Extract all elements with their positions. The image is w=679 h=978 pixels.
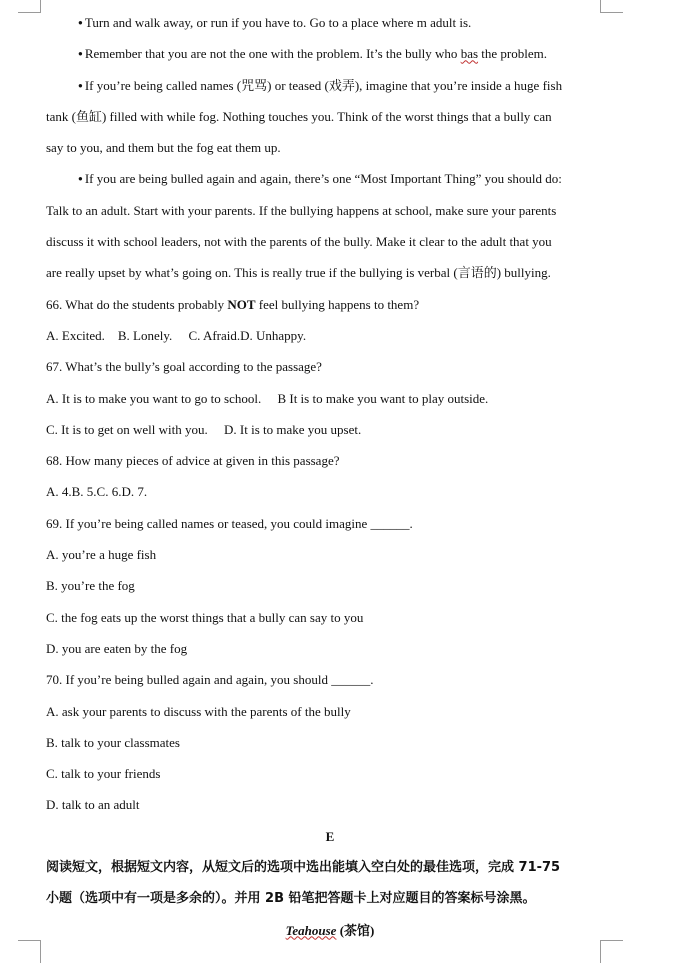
question-70-option-a: A. ask your parents to discuss with the parents of the bully	[46, 703, 351, 719]
document-body	[46, 12, 614, 951]
question-67: 67. What’s the bully’s goal according to the passage?	[46, 359, 322, 375]
question-66-text: 66. What do the students probably	[46, 296, 228, 312]
advice-bullet-3-line-2: tank (鱼缸) filled with while fog. Nothing touches you. Think of the worst things that a bully can	[46, 108, 552, 124]
question-70: 70. If you’re being bulled again and again, you should ______.	[46, 672, 374, 688]
question-66	[46, 294, 614, 325]
advice-bullet-3-line-3: say to you, and them but the fog eat them up.	[46, 140, 281, 156]
question-67-options-cd: C. It is to get on well with you. D. It is to make you upset.	[46, 421, 362, 437]
advice-bullet-2-text: Remember that you are not the one with the problem. It’s the bully who	[84, 46, 461, 62]
question-69-option-d: D. you are eaten by the fog	[46, 640, 188, 656]
spellcheck-word: bas	[460, 46, 479, 62]
advice-bullet-1: ● Turn and walk away, or run if you have to. Go to a place where m adult is.	[46, 12, 614, 43]
advice-bullet-4-line-2: Talk to an adult. Start with your parents. If the bullying happens at school, make sure your parents	[46, 202, 557, 218]
advice-bullet-2-tail: the problem.	[478, 46, 547, 62]
advice-bullet-4-line-4: are really upset by what’s going on. This is really true if the bullying is verbal (言语的) bullying.	[46, 265, 551, 281]
section-e-instructions-line-1: 阅读短文，根据短文内容，从短文后的选项中选出能填入空白处的最佳选项，完成 71-75	[46, 860, 561, 876]
question-70-option-c: C. talk to your friends	[46, 766, 161, 782]
passage-title-cn: (茶馆)	[336, 922, 375, 938]
question-66-options: A. Excited. B. Lonely. C. Afraid.D. Unhappy.	[46, 327, 307, 343]
question-67-options-ab: A. It is to make you want to go to school. B It is to make you want to play outside.	[46, 390, 489, 406]
question-69-option-c: C. the fog eats up the worst things that a bully can say to you	[46, 609, 364, 625]
advice-bullet-4-line-1: ● If you are being bulled again and again, there’s one “Most Important Thing” you should do:	[46, 168, 614, 199]
passage-title-en: Teahouse	[285, 922, 337, 938]
question-69-option-a: A. you’re a huge fish	[46, 547, 157, 563]
question-70-option-d: D. talk to an adult	[46, 797, 140, 813]
question-66-emphasis: NOT	[227, 296, 256, 312]
question-68: 68. How many pieces of advice at given in this passage?	[46, 453, 340, 469]
question-70-option-b: B. talk to your classmates	[46, 734, 180, 750]
advice-bullet-4-line-3: discuss it with school leaders, not with the parents of the bully. Make it clear to the adult that you	[46, 234, 552, 250]
advice-bullet-2	[46, 43, 614, 74]
passage-title	[46, 920, 614, 951]
question-69-option-b: B. you’re the fog	[46, 578, 135, 594]
section-heading-e: E	[325, 828, 335, 844]
question-66-tail: feel bullying happens to them?	[255, 296, 420, 312]
crop-mark-bottom-left	[18, 940, 41, 963]
advice-bullet-3-line-1: ● If you’re being called names (咒骂) or teased (戏弄), imagine that you’re inside a huge fish	[46, 75, 614, 106]
crop-mark-top-left	[18, 0, 41, 13]
question-68-options: A. 4.B. 5.C. 6.D. 7.	[46, 484, 148, 500]
question-69: 69. If you’re being called names or teased, you could imagine ______.	[46, 515, 413, 531]
section-e-instructions-line-2: 小题（选项中有一项是多余的）。并用 2B 铅笔把答题卡上对应题目的答案标号涂黑。	[46, 891, 536, 907]
